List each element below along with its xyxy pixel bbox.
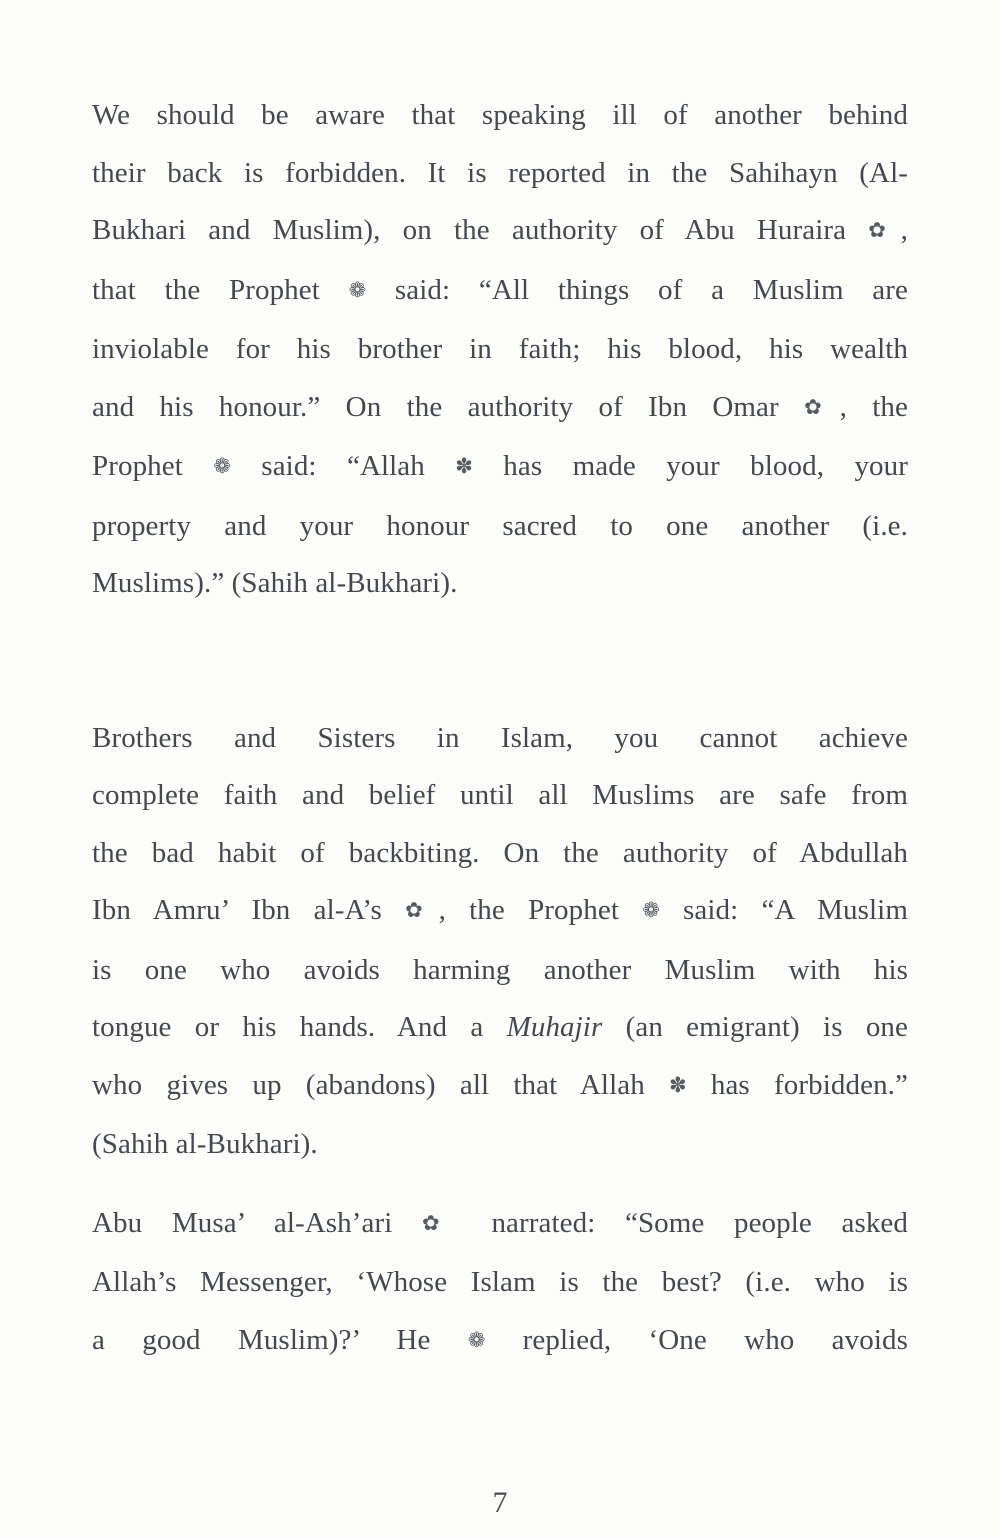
jalla-jalaluhu-honorific: ✽: [455, 454, 473, 478]
page-footer: [92, 1483, 908, 1523]
text-run: (an emigrant) is one: [602, 1011, 908, 1043]
radiallahu-anhu-honorific: ✿: [868, 218, 901, 242]
text-run: is one who avoids harming another Muslim with his: [92, 953, 908, 986]
text-line: [92, 1254, 908, 1312]
text-run: Muhajir: [506, 1011, 603, 1043]
text-line: [92, 438, 908, 498]
text-run: narrated: “Some people asked: [461, 1206, 908, 1239]
text-line: [92, 379, 908, 439]
text-run: Brothers and Sisters in Islam, you cannot achieve: [92, 721, 908, 754]
sallallahu-alayhi-wa-sallam-honorific: ❁: [348, 277, 367, 302]
text-run: Bukhari and Muslim), on the authority of Abu Huraira: [92, 214, 869, 246]
text-line: [92, 262, 908, 322]
paragraph-2: [92, 710, 908, 1174]
page-number: 7: [492, 1486, 508, 1519]
text-line: [92, 710, 908, 768]
text-run: Abu Musa’ al-Ash’ari: [92, 1206, 423, 1239]
text-line: [92, 1057, 908, 1117]
text-run: inviolable for his brother in faith; his blood, his wealth: [92, 333, 908, 365]
text-run: Muslims).” (Sahih al-Bukhari).: [92, 567, 458, 599]
text-run: their back is forbidden. It is reported in the Sahihayn (Al-: [92, 156, 908, 189]
text-run: We should be aware that speaking ill of another behind: [92, 99, 908, 131]
text-run: ,: [900, 214, 908, 246]
text-run: complete faith and belief until all Muslims are safe from: [92, 779, 908, 811]
text-run: said: “All things of a Muslim are: [366, 273, 908, 306]
text-line: [92, 942, 908, 1000]
text-run: , the: [839, 390, 908, 423]
text-line: [92, 1116, 908, 1174]
text-line: [92, 498, 908, 556]
text-line: [92, 825, 908, 883]
text-run: has forbidden.”: [686, 1068, 908, 1101]
text-run: Ibn Amru’ Ibn al-A’s: [92, 894, 406, 926]
body-text: [92, 87, 908, 1371]
text-run: and his honour.” On the authority of Ibn Omar: [92, 390, 805, 423]
paragraph-1: [92, 87, 908, 613]
sallallahu-alayhi-wa-sallam-honorific: ❁: [213, 454, 231, 478]
sallallahu-alayhi-wa-sallam-honorific: ❁: [642, 898, 660, 922]
text-run: replied, ‘One who avoids: [485, 1323, 908, 1356]
text-line: [92, 999, 908, 1057]
radiallahu-anhu-honorific: ✿: [405, 898, 439, 922]
text-line: [92, 202, 908, 262]
text-line: [92, 87, 908, 145]
text-run: has made your blood, your: [472, 450, 908, 482]
radiallahu-anhu-honorific: ✿: [804, 394, 840, 419]
text-run: , the Prophet: [438, 894, 643, 926]
sallallahu-alayhi-wa-sallam-honorific: ❁: [467, 1327, 486, 1352]
text-line: [92, 321, 908, 379]
text-line: [92, 1312, 908, 1372]
text-line: [92, 1195, 908, 1255]
text-run: property and your honour sacred to one another (i.e.: [92, 509, 908, 542]
radiallahu-anhu-honorific: ✿: [422, 1210, 462, 1235]
text-run: the bad habit of backbiting. On the authority of Abdullah: [92, 836, 908, 869]
text-line: [92, 767, 908, 825]
text-run: (Sahih al-Bukhari).: [92, 1128, 318, 1160]
text-run: Allah’s Messenger, ‘Whose Islam is the best? (i.e. who is: [92, 1266, 908, 1298]
paragraph-3: [92, 1195, 908, 1372]
text-run: said: “Allah: [230, 450, 456, 482]
text-run: who gives up (abandons) all that Allah: [92, 1068, 670, 1101]
text-run: said: “A Muslim: [659, 894, 908, 926]
text-run: Prophet: [92, 450, 214, 482]
jalla-jalaluhu-honorific: ✽: [669, 1072, 687, 1097]
text-run: a good Muslim)?’ He: [92, 1323, 468, 1356]
text-line: [92, 882, 908, 942]
text-line: [92, 555, 908, 613]
text-line: [92, 145, 908, 203]
text-run: tongue or his hands. And a: [92, 1011, 507, 1043]
text-run: that the Prophet: [92, 273, 349, 306]
